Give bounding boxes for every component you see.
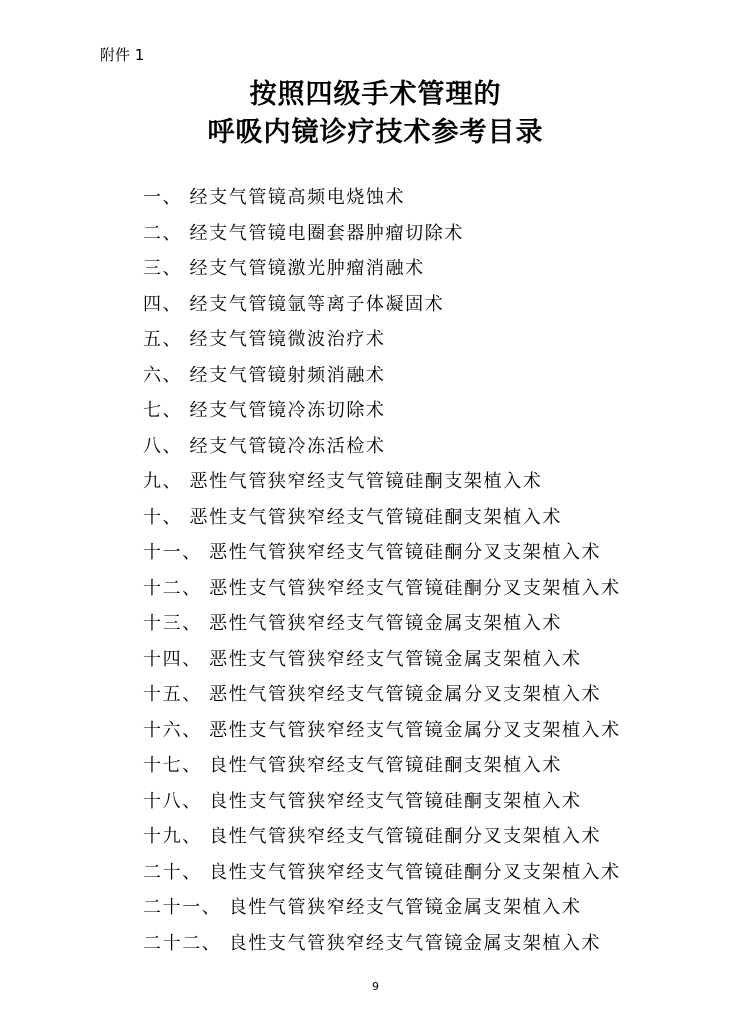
item-number: 一、: [143, 187, 183, 208]
item-number: 十四、: [143, 648, 202, 670]
item-number: 二十二、: [143, 932, 222, 954]
item-number: 十八、: [143, 790, 202, 812]
item-number: 二十一、: [143, 897, 222, 918]
item-number: 十二、: [143, 577, 202, 599]
list-item: [143, 251, 621, 287]
item-text: 经支气管镜微波治疗术: [189, 329, 386, 350]
list-item: [143, 819, 621, 855]
item-number: 八、: [143, 435, 183, 457]
item-number: 十五、: [143, 684, 202, 705]
item-text: 良性支气管狭窄经支气管镜硅酮支架植入术: [209, 790, 582, 812]
item-text: 恶性支气管狭窄经支气管镜硅酮支架植入术: [189, 506, 562, 528]
item-text: 经支气管镜冷冻切除术: [189, 400, 386, 421]
item-text: 恶性支气管狭窄经支气管镜金属支架植入术: [209, 648, 582, 670]
item-number: 十、: [143, 506, 183, 528]
list-item: [143, 287, 621, 323]
list-item: [143, 429, 621, 465]
item-text: 良性支气管狭窄经支气管镜硅酮分叉支架植入术: [209, 861, 621, 883]
list-item: [143, 642, 621, 678]
item-text: 恶性支气管狭窄经支气管镜金属分叉支架植入术: [209, 719, 621, 741]
list-item: [143, 571, 621, 607]
list-item: [143, 784, 621, 820]
item-text: 恶性气管狭窄经支气管镜金属支架植入术: [209, 613, 562, 634]
list-item: [143, 180, 621, 216]
document-title-line-1: 按照四级手术管理的: [249, 79, 502, 110]
item-number: 十九、: [143, 826, 202, 847]
list-item: [143, 855, 621, 891]
list-item: [143, 748, 621, 784]
list-item: [143, 358, 621, 394]
item-text: 恶性气管狭窄经支气管镜金属分叉支架植入术: [209, 684, 602, 705]
document-title-line-2: 呼吸内镜诊疗技术参考目录: [207, 117, 544, 148]
list-item: [143, 535, 621, 571]
item-text: 经支气管镜氩等离子体凝固术: [189, 293, 445, 315]
item-text: 恶性支气管狭窄经支气管镜硅酮分叉支架植入术: [209, 577, 621, 599]
item-number: 四、: [143, 293, 183, 315]
item-number: 十七、: [143, 755, 202, 776]
list-item: [143, 393, 621, 429]
item-text: 经支气管镜高频电烧蚀术: [189, 187, 406, 208]
list-item: [143, 464, 621, 500]
list-item: [143, 322, 621, 358]
list-item: [143, 500, 621, 536]
item-text: 恶性气管狭窄经支气管镜硅酮分叉支架植入术: [209, 542, 602, 563]
list-item: [143, 677, 621, 713]
item-text: 良性支气管狭窄经支气管镜金属支架植入术: [228, 932, 602, 954]
item-number: 六、: [143, 364, 183, 386]
item-text: 良性气管狭窄经支气管镜金属支架植入术: [228, 897, 582, 918]
list-item: [143, 890, 621, 926]
page-number: 9: [372, 980, 379, 993]
item-text: 良性气管狭窄经支气管镜硅酮分叉支架植入术: [209, 826, 602, 847]
technique-list: [143, 180, 621, 961]
item-text: 经支气管镜射频消融术: [189, 364, 386, 386]
item-number: 十三、: [143, 613, 202, 634]
item-number: 九、: [143, 471, 183, 492]
item-number: 二十、: [143, 861, 202, 883]
item-number: 二、: [143, 222, 183, 244]
item-number: 十六、: [143, 719, 202, 741]
item-text: 经支气管镜激光肿瘤消融术: [189, 258, 425, 279]
item-number: 十一、: [143, 542, 202, 563]
attachment-label: 附件 1: [100, 46, 145, 64]
item-text: 经支气管镜电圈套器肿瘤切除术: [189, 222, 464, 244]
item-number: 七、: [143, 400, 183, 421]
item-text: 良性气管狭窄经支气管镜硅酮支架植入术: [209, 755, 562, 776]
list-item: [143, 713, 621, 749]
item-number: 三、: [143, 258, 183, 279]
list-item: [143, 606, 621, 642]
item-text: 恶性气管狭窄经支气管镜硅酮支架植入术: [189, 471, 543, 492]
item-text: 经支气管镜冷冻活检术: [189, 435, 386, 457]
list-item: [143, 926, 621, 962]
list-item: [143, 216, 621, 252]
item-number: 五、: [143, 329, 183, 350]
